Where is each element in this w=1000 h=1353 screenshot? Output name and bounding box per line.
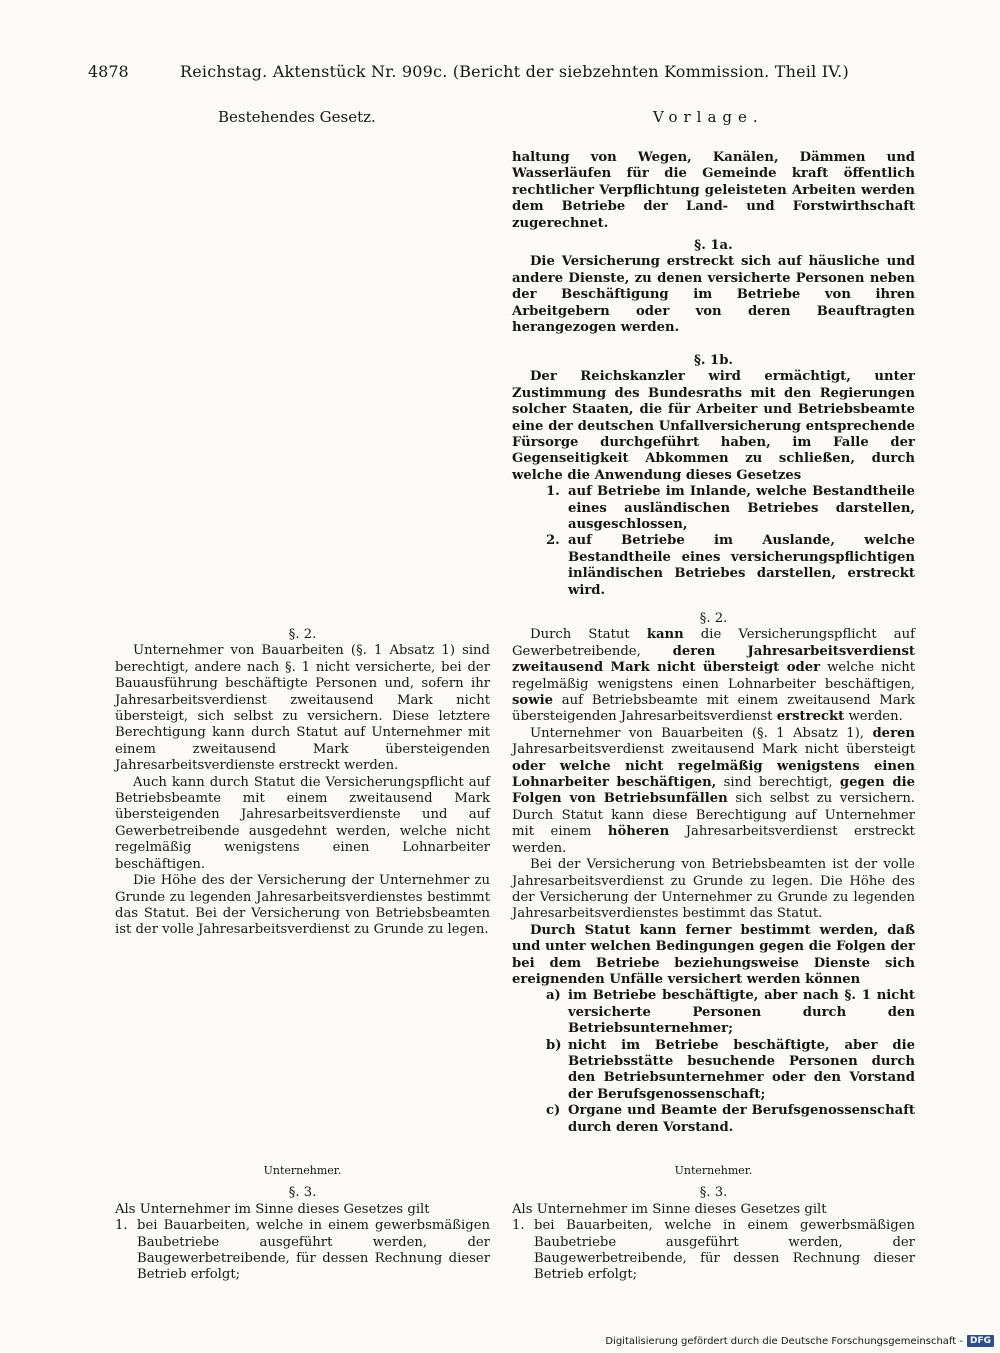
left-unternehmer-label: Unternehmer. [263,1164,342,1177]
text-run: Jahresarbeitsverdienst erstreckt werden. [512,824,915,856]
left-sec2-p3: Die Höhe des der Versicherung der Unternehmer zu Grunde zu legenden Jahresarbeitsverdienstes bestimmt das Statut. Bei der Versicherung von Betriebsbeamten ist der volle Jahresarbeitsverdienst zu Grunde zu legen. [115,873,490,938]
right-intro-text: haltung von Wegen, Kanälen, Dämmen und Wasserläufen für die Gemeinde kraft öffentlich rechtlicher Verpflichtung geleisteten Arbeiten werden dem Betriebe der Land- und Forstwirthschaft zugerechnet. [512,150,915,231]
list-item-number: b) [546,1037,562,1053]
text-run-bold: oder welche nicht regelmäßig wenigstens einen Lohnarbeiter beschäftigen, [512,758,915,791]
left-sec3-list [115,1218,490,1284]
text-run-bold: deren Jahresarbeitsverdienst zweitausend Mark nicht übersteigt oder [512,643,915,676]
left-sec2-heading: §. 2. [288,627,317,642]
right-sec3-intro: Als Unternehmer im Sinne dieses Gesetzes gilt [512,1201,827,1217]
right-sec3 [512,1163,915,1284]
text-run-bold: höheren [607,824,670,840]
right-sec1a [512,238,915,336]
list-item-text: Organe und Beamte der Berufsgenossenschaft durch deren Vorstand. [568,1103,915,1135]
page-header [88,62,922,84]
left-sec2 [115,627,490,939]
list-item-number: a) [546,988,561,1004]
text-run-bold: sowie [512,693,553,709]
text-run: auf Betriebsbeamte mit einem zweitausend Mark übersteigenden Jahresarbeitsverdienst [512,693,915,725]
list-item-text: im Betriebe beschäftigte, aber nach §. 1 nicht versicherte Personen durch den Betriebsunternehmer; [568,988,915,1037]
list-item-number: c) [546,1103,561,1119]
digitization-footer [605,1335,994,1347]
footer-text: Digitalisierung gefördert durch die Deutsche Forschungsgemeinschaft - [605,1335,963,1347]
running-title: Reichstag. Aktenstück Nr. 909c. (Bericht der siebzehnten Kommission. Theil IV.) [180,62,849,81]
list-item [512,1218,915,1284]
list-item-text: auf Betriebe im Inlande, welche Bestandtheile eines ausländischen Betriebes darstellen, ausgeschlossen, [568,484,915,533]
text-run-bold: kann [646,627,684,643]
left-sec3-intro: Als Unternehmer im Sinne dieses Gesetzes gilt [115,1201,430,1217]
right-sec2-p4: Durch Statut kann ferner bestimmt werden, daß und unter welchen Bedingungen gegen die Folgen der bei dem Betriebe beziehungsweise Dienste sich ereignenden Unfälle versichert werden können [512,922,915,987]
right-sec1a-heading: §. 1a. [694,238,733,253]
list-item-text: nicht im Betriebe beschäftigte, aber die Betriebsstätte besuchende Personen durch den Betriebsunternehmer oder den Vorstand der Berufsgenossenschaft; [568,1037,915,1102]
left-sec2-p1: Unternehmer von Bauarbeiten (§. 1 Absatz 1) sind berechtigt, andere nach §. 1 nicht versicherte, bei der Bauausführung beschäftigte Personen und, sofern ihr Jahresarbeitsverdienst zweitausend Mark nicht übersteigt, sich selbst zu versichern. Diese letztere Berechtigung kann durch Statut auf Unternehmer mit einem zweitausend Mark übersteigenden Jahresarbeitsverdienste erstreckt werden. [115,643,490,774]
right-unternehmer-label: Unternehmer. [674,1164,753,1177]
text-run: sind berechtigt, [716,775,840,791]
list-item-number: 1. [546,484,560,500]
right-sec3-list [512,1218,915,1284]
text-run: welche nicht regelmäßig wenigstens einen Lohnarbeiter beschäftigen, [512,660,915,692]
text-run: die Versicherungspflicht auf Gewerbetreibende, [512,627,916,659]
right-sec1b [512,353,915,599]
text-run: werden. [844,709,903,725]
left-sec3-heading: §. 3. [288,1185,317,1201]
list-item-text: auf Betriebe im Auslande, welche Bestandtheile eines versicherungspflichtigen inländischen Betriebes darstellen, erstreckt wird. [568,533,915,598]
left-sec2-p2: Auch kann durch Statut die Versicherungspflicht auf Betriebsbeamte mit einem zweitausend Mark übersteigenden Jahresarbeitsverdienste und auf Gewerbetreibende ausgedehnt werden, welche nicht regelmäßig wenigstens einen Lohnarbeiter beschäftigen. [115,774,490,872]
right-sec2-p3: Bei der Versicherung von Betriebsbeamten ist der volle Jahresarbeitsverdienst zu Grunde zu legen. Die Höhe des der Versicherung der Unternehmer zu Grunde zu legenden Jahresarbeitsverdienstes bestimmt das Statut. [512,857,915,922]
right-sec2-p2 [512,726,915,857]
list-item [546,1103,915,1136]
list-item-number: 1. [512,1218,525,1234]
text-run-bold: erstreckt [776,709,845,725]
list-item [546,484,915,533]
list-item [546,988,915,1037]
right-sec2 [512,611,915,1136]
text-run-bold: deren [872,725,915,741]
right-sec2-list [546,988,915,1136]
list-item-text: bei Bauarbeiten, welche in einem gewerbsmäßigen Baubetriebe ausgeführt werden, der Baugewerbetreibende, für dessen Rechnung dieser Betrieb erfolgt; [137,1218,490,1283]
text-run: Jahresarbeitsverdienst zweitausend Mark nicht übersteigt [512,742,915,758]
text-run: sich selbst zu versichern. Durch Statut kann diese Berechtigung auf Unternehmer mit einem [512,791,915,840]
left-column-title: Bestehendes Gesetz. [218,108,376,126]
list-item-number: 2. [546,533,560,549]
list-item [546,1038,915,1104]
right-sec3-heading: §. 3. [699,1185,728,1201]
list-item-number: 1. [115,1218,128,1234]
text-run-bold: gegen die Folgen von Betriebsunfällen [512,775,915,807]
list-item-text: bei Bauarbeiten, welche in einem gewerbsmäßigen Baubetriebe ausgeführt werden, der Baugewerbetreibende, für dessen Rechnung dieser Betrieb erfolgt; [534,1218,915,1283]
left-sec3 [115,1163,490,1284]
right-sec1a-text: Die Versicherung erstreckt sich auf häusliche und andere Dienste, zu denen versicherte Personen neben der Beschäftigung im Betriebe von ihren Arbeitgebern oder von deren Beauftragten herangezogen werden. [512,254,915,336]
text-run: Durch Statut [530,627,647,643]
right-intro [512,150,915,232]
right-sec2-p1 [512,627,915,725]
right-sec1b-text: Der Reichskanzler wird ermächtigt, unter Zustimmung des Bundesraths mit den Regierungen solcher Staaten, die für Arbeiter und Betriebsbeamte eine der deutschen Unfallversicherung entsprechende Fürsorge durchgeführt haben, im Falle der Gegenseitigkeit Abkommen zu schließen, durch welche die Anwendung dieses Gesetzes [512,369,915,483]
right-sec2-heading: §. 2. [699,611,728,626]
page-number: 4878 [88,62,129,81]
right-column-title: Vorlage. [653,108,764,126]
list-item [115,1218,490,1284]
right-sec1b-heading: §. 1b. [693,353,734,368]
dfg-logo: DFG [967,1335,994,1347]
right-sec1b-list [546,484,915,599]
list-item [546,533,915,599]
text-run: Unternehmer von Bauarbeiten (§. 1 Absatz 1), [530,725,873,741]
